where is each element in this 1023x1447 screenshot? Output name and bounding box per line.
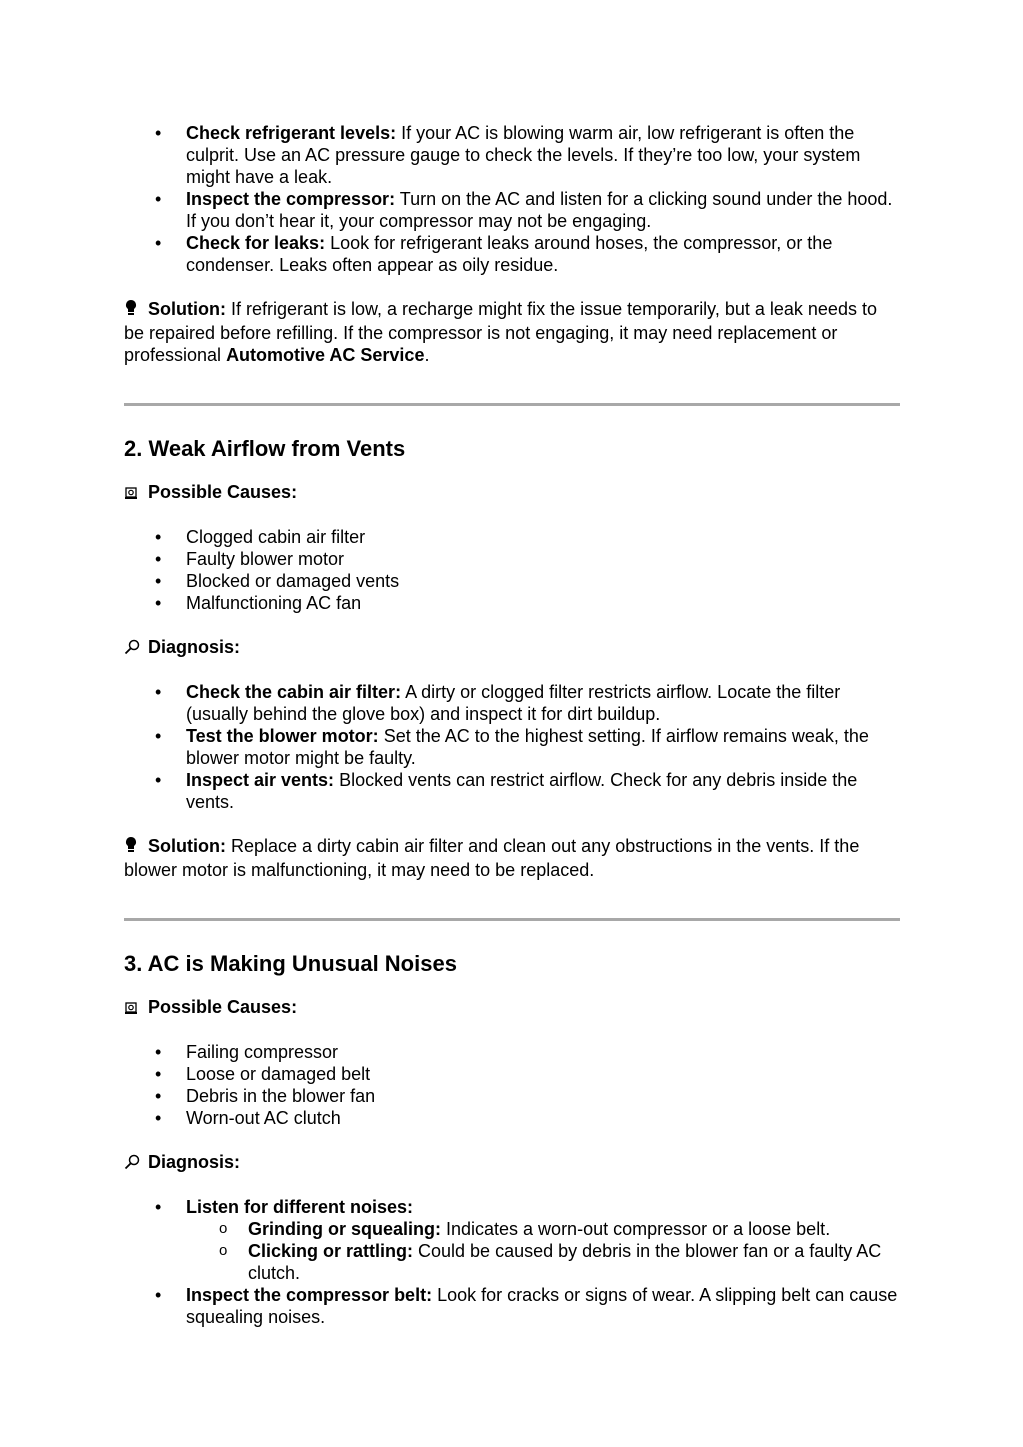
- causes-list: [124, 526, 900, 614]
- list-item: • Failing compressor: [124, 1041, 900, 1063]
- diagnosis-list: [124, 122, 900, 276]
- sub-list: [186, 1218, 900, 1284]
- list-item: • Inspect air vents: Blocked vents can restrict airflow. Check for any debris inside the vents.: [124, 769, 900, 813]
- causes-label: Possible Causes:: [124, 481, 900, 505]
- list-item: • Faulty blower motor: [124, 548, 900, 570]
- diagnosis-list: [124, 1196, 900, 1328]
- section-divider: [124, 403, 900, 406]
- causes-label: Possible Causes:: [124, 996, 900, 1020]
- diagnosis-list: [124, 681, 900, 813]
- alarm-icon: [124, 483, 140, 505]
- magnifier-icon: [124, 638, 140, 660]
- solution-paragraph: Solution: Replace a dirty cabin air filter and clean out any obstructions in the vents. If the blower motor is malfunctioning, it may need to be replaced.: [124, 836, 860, 880]
- section-heading: 3. AC is Making Unusual Noises: [124, 951, 457, 976]
- diagnosis-label: Diagnosis:: [124, 1151, 900, 1175]
- solution-paragraph: Solution: If refrigerant is low, a recharge might fix the issue temporarily, but a leak needs to be repaired before refilling. If the compressor is not engaging, it may need replacement or professional Automotive AC Service.: [124, 299, 877, 365]
- causes-list: [124, 1041, 900, 1129]
- magnifier-icon: [124, 1153, 140, 1175]
- list-item: • Debris in the blower fan: [124, 1085, 900, 1107]
- list-item: • Test the blower motor: Set the AC to the highest setting. If airflow remains weak, the blower motor might be faulty.: [124, 725, 900, 769]
- document-page: [124, 122, 900, 1328]
- list-item: • Listen for different noises: o Grinding or squealing: Indicates a worn-out compressor or a loose belt. o Clicking or rattling: Could be caused by debris in the blower fan or a faulty AC clutch.: [124, 1196, 900, 1284]
- lightbulb-icon: [124, 836, 140, 859]
- list-item: • Blocked or damaged vents: [124, 570, 900, 592]
- list-item: • Worn-out AC clutch: [124, 1107, 900, 1129]
- diagnosis-label: Diagnosis:: [124, 636, 900, 660]
- list-item: • Inspect the compressor: Turn on the AC and listen for a clicking sound under the hood. If you don’t hear it, your compressor may not be engaging.: [124, 188, 900, 232]
- list-item: • Malfunctioning AC fan: [124, 592, 900, 614]
- list-item: • Inspect the compressor belt: Look for cracks or signs of wear. A slipping belt can cause squealing noises.: [124, 1284, 900, 1328]
- alarm-icon: [124, 998, 140, 1020]
- list-item: • Loose or damaged belt: [124, 1063, 900, 1085]
- lightbulb-icon: [124, 299, 140, 322]
- section-divider: [124, 918, 900, 921]
- list-item: • Check the cabin air filter: A dirty or clogged filter restricts airflow. Locate the filter (usually behind the glove box) and inspect it for dirt buildup.: [124, 681, 900, 725]
- list-item: • Check for leaks: Look for refrigerant leaks around hoses, the compressor, or the condenser. Leaks often appear as oily residue.: [124, 232, 900, 276]
- sub-list-item: o Grinding or squealing: Indicates a worn-out compressor or a loose belt.: [186, 1218, 900, 1240]
- section-heading: 2. Weak Airflow from Vents: [124, 436, 406, 461]
- list-item: • Clogged cabin air filter: [124, 526, 900, 548]
- list-item: • Check refrigerant levels: If your AC is blowing warm air, low refrigerant is often the culprit. Use an AC pressure gauge to check the levels. If they’re too low, your system might have a leak.: [124, 122, 900, 188]
- sub-list-item: o Clicking or rattling: Could be caused by debris in the blower fan or a faulty AC clutch.: [186, 1240, 900, 1284]
